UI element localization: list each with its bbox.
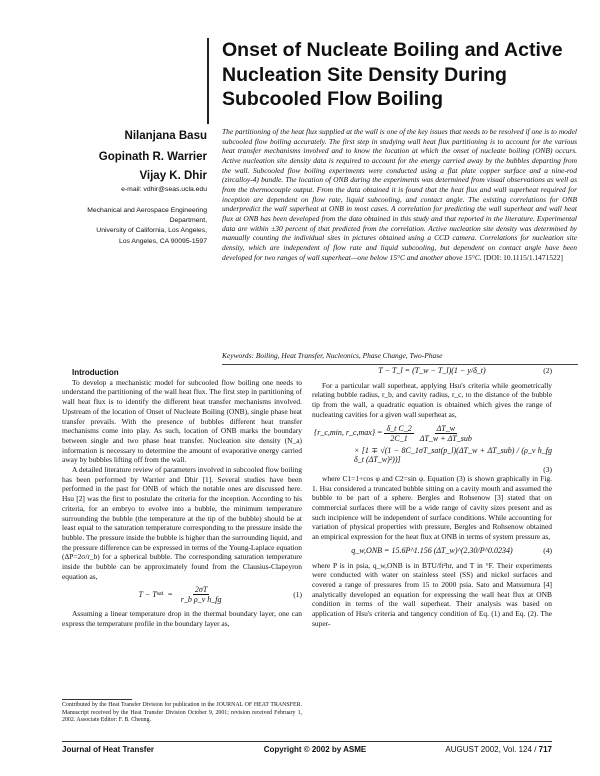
doi-link[interactable]: [DOI: 10.1115/1.1471522] — [483, 252, 563, 262]
author-email: e-mail: vdhir@seas.ucla.edu — [121, 186, 207, 193]
author-block — [12, 126, 207, 194]
keywords-text: Boiling, Heat Transfer, Nucleonics, Phase Change, Two-Phase — [255, 351, 443, 360]
eq3-numerator: ΔT_w — [436, 423, 456, 433]
author-name: Vijay K. Dhir — [139, 170, 207, 182]
eq3-lhs: {r_c,min, r_c,max} = — [314, 428, 383, 438]
keywords-label: Keywords: — [222, 351, 254, 360]
eq4-body: q_w,ONB = 15.6P^1.156 (ΔT_w)^(2.30/P^0.0234) — [351, 545, 513, 555]
issue-info: AUGUST 2002, Vol. 124 / 717 — [445, 745, 552, 754]
issue-text: AUGUST 2002, Vol. 124 — [445, 745, 532, 754]
equation-number: (2) — [543, 366, 552, 375]
paper-title: Onset of Nucleate Boiling and Active Nucleation Site Density During Subcooled Flow Boiling — [222, 39, 563, 110]
abstract — [222, 127, 577, 262]
equation-1: T − T sat = $\frac{2\sigma T}{\text{r\_b ρ\_v h\_fg}}$ (1) — [138, 585, 302, 605]
eq3-fraction — [384, 424, 413, 443]
author-name: Nilanjana Basu — [124, 130, 207, 142]
affiliation-line: Department, — [169, 217, 207, 225]
affiliation-line: Los Angeles, CA 90095-1597 — [118, 237, 207, 245]
title-rule — [207, 38, 209, 124]
eq2-body: T − T_l = (T_w − T_l)(1 − y/δ_t) — [378, 366, 486, 375]
equation-number: (1) — [293, 590, 302, 600]
abstract-text: The partitioning of the heat flux supplied at the wall is one of the key issues that needs to be resolved if one is to model subcooled flow boiling accurately. The first step in studying wall heat flux partitioning is to account for the various heat transfer mechanisms involved and to know the location at which the onset of nucleate boiling (ONB) occurs. Active nucleation site density data is required to account for the energy carried away by the bubbles departing from the wall. Subcooled flow boiling experiments were conducted using a flat plate copper surface and a nine-rod (zircalloy-4) bundle. The location of ONB during the experiments was determined from visual observations as well as from the thermocouple output. From the data obtained it is found that the heat flux and wall superheat required for inception are dependent on flow rate, liquid subcooling, and contact angle. The existing correlations for ONB underpredict the wall superheat at ONB in most cases. A correlation for predicting the wall superheat and wall heat flux at ONB has been developed from the data obtained in this study and that reported in the literature. Experimental data are within ±30 percent of that predicted from the correlation. Active nucleation site density was determined by manually counting the individual sites in pictures obtained using a CCD camera. Correlations for nucleation site density, which are independent of flow rate and liquid subcooling, but dependent on contact angle have been developed for two ranges of wall superheat—one below 15°C and another above 15°C. — [222, 127, 577, 262]
paragraph: Assuming a linear temperature drop in the thermal boundary layer, one can express the temperature profile in the boundary layer as, — [62, 609, 302, 629]
eq3-bracket: × [1 ∓ √(1 − 8C_1σT_sat(p_l)(ΔT_w + ΔT_sub) / (ρ_v h_fg δ_t (ΔT_w)²))] — [354, 445, 552, 465]
equation-2 — [312, 366, 552, 376]
journal-name: Journal of Heat Transfer — [62, 745, 155, 754]
eq3-denominator: 2C_1 — [390, 433, 408, 443]
page-number: 717 — [538, 745, 552, 754]
section-heading: Introduction — [72, 368, 119, 377]
keywords-rule — [222, 364, 578, 365]
eq1-denominator: r_b ρ_v h_fg — [180, 595, 222, 605]
paragraph: A detailed literature review of parameters involved in subcooled flow boiling has been performed by Warrier and Dhir [1]. Several studies have been performed in the past for ONB of which the notable ones are discussed here. Hsu [2] was the first to postulate the criteria for the inception. According to his criteria, for an embryo to evolve into a bubble, the minimum temperature surrounding the bubble (the temperature at the tip of the bubble) should be at least equal to the saturation temperature corresponding to the pressure inside the bubble. The pressure inside the bubble is higher than the surrounding liquid, and the pressure difference can be expressed in terms of the Young-Laplace equation (ΔP=2σ/r_b) for a spherical bubble. The corresponding saturation temperature inside the bubble can be approximately found from the Clausius-Clapeyron equation as, — [62, 465, 302, 581]
footnote: Contributed by the Heat Transfer Division for publication in the JOURNAL OF HEAT TRANSFER. Manuscript received by the Heat Transfer Division October 9, 2001; revision received February 1, 2002. Associate Editor: F. B. Cheung. — [62, 702, 302, 724]
paragraph: To develop a mechanistic model for subcooled flow boiling one needs to understand the partitioning of the wall heat flux. The first step in partitioning of wall heat flux is to identify the different heat transfer mechanisms involved. Upstream of the location of Onset of Nucleate Boiling (ONB), single phase heat transfer prevails. With the presence of bubbles different heat transfer mechanisms come into play. As such, location of ONB marks the boundary between single and two phase heat transfer. Nucleation site density (N_a) information is necessary to determine the amount of evaporative energy carried away by bubbles lifting off from the wall. — [62, 377, 302, 465]
footer-rule — [62, 741, 552, 742]
equation-number: (4) — [543, 545, 552, 555]
author-name: Gopinath R. Warrier — [98, 151, 207, 163]
equation-number: (3) — [543, 465, 552, 475]
keywords — [222, 351, 577, 360]
eq3-numerator: δ_t C_2 — [386, 423, 412, 433]
eq3-fraction — [418, 424, 474, 443]
eq1-numerator: 2σT — [194, 585, 208, 595]
copyright: Copyright © 2002 by ASME — [263, 745, 367, 754]
eq3-denominator: ΔT_w + ΔT_sub — [419, 433, 472, 443]
affiliation-line: University of California, Los Angeles, — [96, 227, 207, 235]
paragraph: where P is in psia, q_w,ONB is in BTU/ft²hr, and T in °F. Their experiments were conducted with water on stainless steel (SS) and nickel surfaces and covered a range of pressures from 15 to 2000 psia. Sato and Matsumura [4] analytically developed an equation for expressing the wall heat flux at ONB condition in terms of the wall superheat. Their analysis was based on application of Hsu's criteria and tangency condition of Eq. (1) and Eq. (2). The super- — [312, 560, 552, 628]
equation-3 — [312, 423, 552, 475]
affiliation — [12, 206, 207, 247]
paragraph: For a particular wall superheat, applying Hsu's criteria while geometrically relating bubble radius, r_b, and cavity radius, r_c, to the distance of the bubble tip from the wall, a quadratic equation is obtained which gives the range of nucleating cavities for a given wall superheat as, — [312, 380, 552, 419]
footnote-rule — [62, 699, 132, 700]
affiliation-line: Mechanical and Aerospace Engineering — [87, 207, 207, 214]
left-column — [62, 368, 302, 629]
paragraph: where C1=1+cos φ and C2=sin φ. Equation (3) is shown graphically in Fig. 1. Hsu considered a truncated bubble sitting on a cavity mouth and assumed the bubble to be part of a sphere. Bergles and Rohsenow [3] stated that on commercial surfaces there will be a wide range of cavity sizes present and as such incipience will be independent of surface conditions. While accounting for variation of physical properties with pressure, Bergles and Rohsenow obtained an empirical expression for the heat flux at ONB in terms of system pressure as, — [312, 473, 552, 542]
eq1-lhs: T − T — [138, 590, 157, 600]
equation-4 — [312, 546, 552, 556]
right-column — [312, 368, 552, 628]
eq1-fraction — [179, 585, 224, 604]
